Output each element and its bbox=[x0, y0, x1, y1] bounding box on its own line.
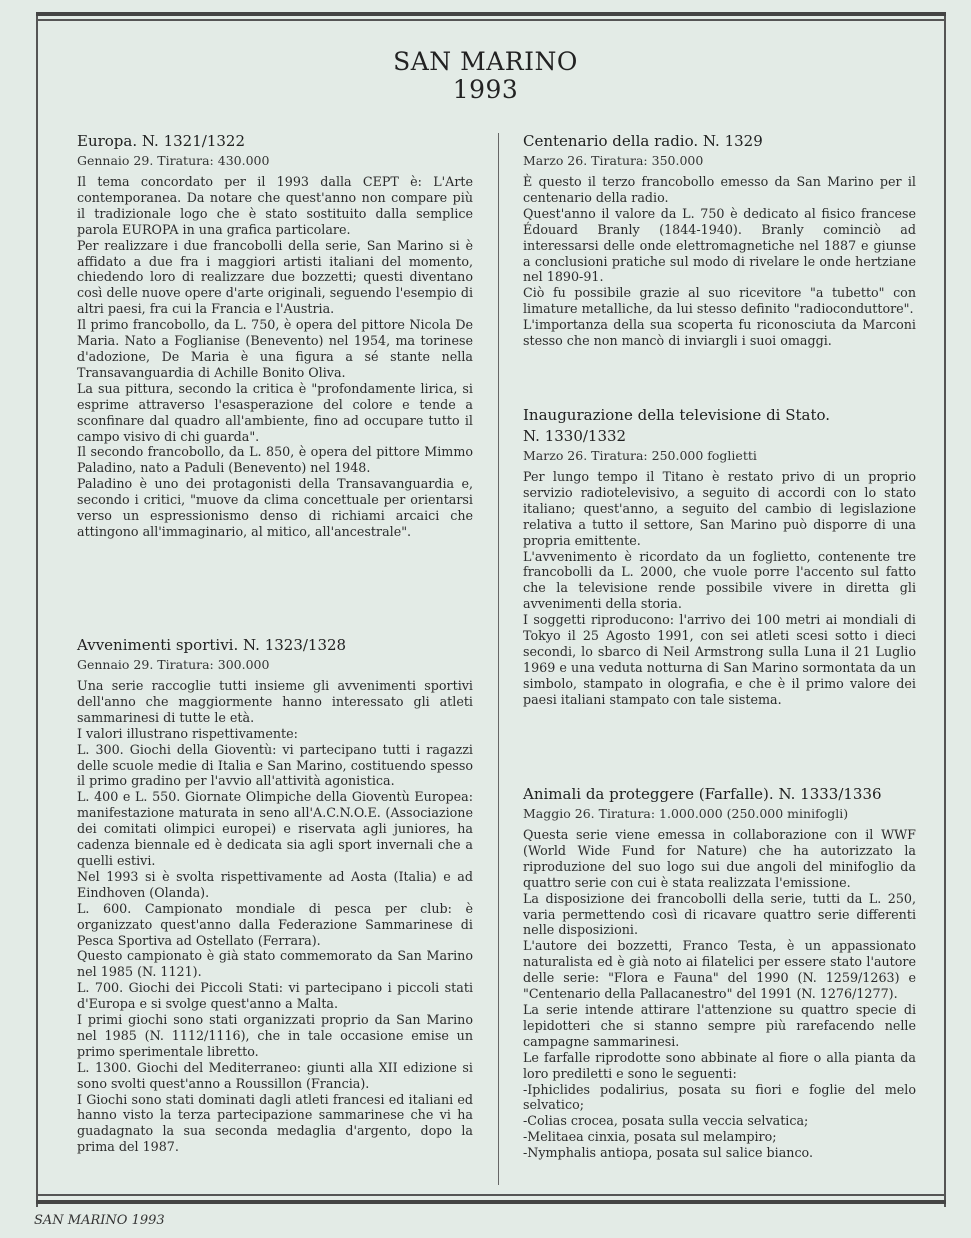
paragraph: È questo il terzo francobollo emesso da San Marino per il centenario della radio. bbox=[523, 174, 916, 205]
bottom-rule-thin bbox=[36, 1194, 946, 1196]
paragraph: L. 700. Giochi dei Piccoli Stati: vi partecipano i piccoli stati d'Europa e si svolge quest'anno a Malta. bbox=[77, 980, 473, 1012]
paragraph: Quest'anno il valore da L. 750 è dedicato al fisico francese Édouard Branly (1844-1940). Branly cominciò ad interessarsi delle onde elettromagnetiche nel 1887 e giunse a conclusioni pratiche sul modo di rivelare le onde hertziane nel 1890-91. bbox=[523, 205, 916, 285]
paragraph: Il secondo francobollo, da L. 850, è opera del pittore Mimmo Paladino, nato a Paduli (Benevento) nel 1948. bbox=[77, 444, 473, 476]
page-title: SAN MARINO bbox=[393, 47, 578, 76]
bottom-rule bbox=[36, 1200, 946, 1204]
section-farfalle bbox=[523, 785, 916, 1161]
section-subheading: Marzo 26. Tiratura: 350.000 bbox=[523, 153, 704, 168]
paragraph: L. 400 e L. 550. Giornate Olimpiche della Gioventù Europea: manifestazione maturata in seno all'A.C.N.O.E. (Associazione dei comitati olimpici europei) e riservata agli juniores, ha cadenza biennale ed è dedicata sia agli sport invernali che a quelli estivi. bbox=[77, 789, 473, 868]
paragraph: L. 300. Giochi della Gioventù: vi partecipano tutti i ragazzi delle scuole medie di Italia e San Marino, costituendo spesso il primo gradino per l'avvio all'attività agonistica. bbox=[77, 741, 473, 789]
paragraph: I soggetti riproducono: l'arrivo dei 100 metri ai mondiali di Tokyo il 25 Agosto 1991, con sei atleti scesi sotto i dieci secondi, lo sbarco di Neil Armstrong sulla Luna il 21 Luglio 1969 e una veduta notturna di San Marino sormontata da un simbolo, stampato in olografia, e che è il primo valore dei paesi italiani stampato con tale sistema. bbox=[523, 612, 916, 707]
section-heading: Avvenimenti sportivi. N. 1323/1328 bbox=[77, 636, 347, 654]
paragraph: Il tema concordato per il 1993 dalla CEPT è: L'Arte contemporanea. Da notare che quest'anno non compare più il tradizionale logo che è stato sostituito dalla semplice parola EUROPA in una grafica particolare. bbox=[77, 174, 473, 237]
section-radio bbox=[523, 132, 916, 349]
section-tv bbox=[523, 406, 916, 708]
section-heading: Inaugurazione della televisione di Stato. bbox=[523, 406, 831, 424]
paragraph: -Iphiclides podalirius, posata su fiori e foglie del melo selvatico; bbox=[523, 1081, 916, 1113]
paragraph: I valori illustrano rispettivamente: bbox=[77, 725, 298, 741]
section-subheading: Marzo 26. Tiratura: 250.000 foglietti bbox=[523, 448, 757, 463]
paragraph: Per lungo tempo il Titano è restato privo di un proprio servizio radiotelevisivo, a seguito di accordi con lo stato italiano; quest'anno, a seguito del cambio di legislazione relativa a tutto il settore, San Marino può disporre di una propria emittente. bbox=[523, 469, 916, 548]
paragraph: Il primo francobollo, da L. 750, è opera del pittore Nicola De Maria. Nato a Foglianise (Benevento) nel 1954, ma torinese d'adozione, De Maria è una figura a sé stante nella Transavanguardia di Achille Bonito Oliva. bbox=[77, 317, 473, 380]
paragraph: Nel 1993 si è svolta rispettivamente ad Aosta (Italia) e ad Eindhoven (Olanda). bbox=[77, 868, 473, 900]
column-divider bbox=[498, 133, 499, 1185]
paragraph: La serie intende attirare l'attenzione su quattro specie di lepidotteri che si stanno sempre più rarefacendo nelle campagne sammarinesi. bbox=[523, 1001, 916, 1049]
page-footer: SAN MARINO 1993 bbox=[34, 1213, 165, 1228]
paragraph: -Melitaea cinxia, posata sul melampiro; bbox=[523, 1129, 777, 1145]
section-subheading: Gennaio 29. Tiratura: 300.000 bbox=[77, 657, 270, 672]
section-europa bbox=[77, 132, 473, 540]
section-subheading: Maggio 26. Tiratura: 1.000.000 (250.000 minifogli) bbox=[523, 806, 849, 821]
top-rule bbox=[36, 12, 946, 16]
section-subheading: Gennaio 29. Tiratura: 430.000 bbox=[77, 153, 270, 168]
paragraph: L. 600. Campionato mondiale di pesca per club: è organizzato quest'anno dalla Federazione Sammarinese di Pesca Sportiva ad Ostellato (Ferrara). bbox=[77, 900, 473, 948]
paragraph: L. 1300. Giochi del Mediterraneo: giunti alla XII edizione si sono svolti quest'anno a Roussillon (Francia). bbox=[77, 1059, 473, 1091]
section-sport bbox=[77, 636, 473, 1155]
paragraph: L'avvenimento è ricordato da un foglietto, contenente tre francobolli da L. 2000, che vuole porre l'accento sul fatto che la televisione rende possibile vivere in diretta gli avvenimenti della storia. bbox=[523, 548, 916, 612]
frame-right-border bbox=[944, 12, 946, 1207]
paragraph: Questa serie viene emessa in collaborazione con il WWF (World Wide Fund for Nature) che ha autorizzato la riproduzione del suo logo sui due angoli del minifoglio da quattro serie con cui è stata realizzata l'emissione. bbox=[523, 827, 916, 890]
section-heading: Animali da proteggere (Farfalle). N. 1333/1336 bbox=[523, 785, 882, 803]
paragraph: Questo campionato è già stato commemorato da San Marino nel 1985 (N. 1121). bbox=[77, 948, 473, 980]
page-year: 1993 bbox=[452, 75, 519, 104]
top-rule-thin bbox=[36, 19, 946, 21]
paragraph: Ciò fu possibile grazie al suo ricevitore "a tubetto" con limature metalliche, da lui stesso definito "radioconduttore". bbox=[523, 285, 916, 317]
frame-left-border bbox=[36, 12, 38, 1207]
paragraph: La disposizione dei francobolli della serie, tutti da L. 250, varia permettendo così di ricavare quattro serie differenti nelle disposizioni. bbox=[523, 890, 916, 938]
section-heading-number: N. 1330/1332 bbox=[523, 427, 627, 445]
paragraph: Le farfalle riprodotte sono abbinate al fiore o alla pianta da loro prediletti e sono le seguenti: bbox=[523, 1049, 916, 1081]
paragraph: -Nymphalis antiopa, posata sul salice bianco. bbox=[523, 1145, 813, 1161]
paragraph: Una serie raccoglie tutti insieme gli avvenimenti sportivi dell'anno che maggiormente hanno interessato gli atleti sammarinesi di tutte le età. bbox=[77, 678, 473, 725]
paragraph: Per realizzare i due francobolli della serie, San Marino si è affidato a due fra i maggiori artisti italiani del momento, chiedendo loro di realizzare due bozzetti; questi diventano così delle nuove opere d'arte originali, seguendo l'esempio di altri paesi, fra cui la Francia e l'Austria. bbox=[77, 237, 473, 317]
paragraph: -Colias crocea, posata sulla veccia selvatica; bbox=[523, 1113, 809, 1129]
paragraph: I primi giochi sono stati organizzati proprio da San Marino nel 1985 (N. 1112/1116), che in tale occasione emise un primo sperimentale libretto. bbox=[77, 1012, 473, 1059]
paragraph: L'importanza della sua scoperta fu riconosciuta da Marconi stesso che non mancò di inviargli i suoi omaggi. bbox=[523, 317, 916, 349]
section-heading: Europa. N. 1321/1322 bbox=[77, 132, 245, 150]
section-heading: Centenario della radio. N. 1329 bbox=[523, 132, 763, 150]
paragraph: I Giochi sono stati dominati dagli atleti francesi ed italiani ed hanno visto la terza partecipazione sammarinese che vi ha guadagnato la sua seconda medaglia d'argento, dopo la prima del 1987. bbox=[77, 1091, 473, 1155]
paragraph: La sua pittura, secondo la critica è "profondamente lirica, si esprime attraverso l'esasperazione del colore e tende a sconfinare dal quadro all'ambiente, fino ad occupare tutto il campo visivo di chi guarda". bbox=[77, 380, 473, 444]
paragraph: Paladino è uno dei protagonisti della Transavanguardia e, secondo i critici, "muove da clima concettuale per orientarsi verso un espressionismo denso di richiami arcaici che attingono all'immaginario, al mitico, all'ancestrale". bbox=[77, 476, 473, 539]
paragraph: L'autore dei bozzetti, Franco Testa, è un appassionato naturalista ed è già noto ai filatelici per essere stato l'autore delle serie: "Flora e Fauna" del 1990 (N. 1259/1263) e "Centenario della Pallacanestro" del 1991 (N. 1276/1277). bbox=[523, 938, 916, 1002]
